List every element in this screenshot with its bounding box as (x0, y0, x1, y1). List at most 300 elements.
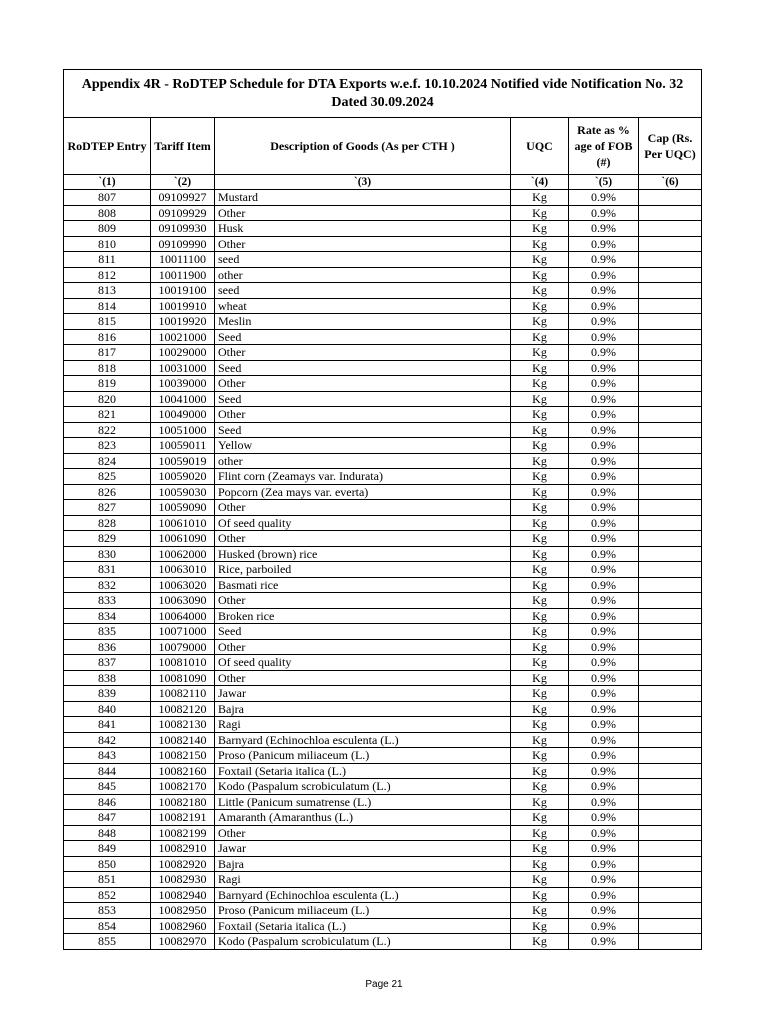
cell-uqc: Kg (511, 918, 569, 934)
cell-uqc: Kg (511, 732, 569, 748)
table-row (64, 779, 702, 795)
cell-rate: 0.9% (569, 376, 639, 392)
cell-tariff-item: 10049000 (151, 407, 215, 423)
table-row (64, 593, 702, 609)
cell-description: Other (215, 593, 511, 609)
cell-description: Seed (215, 360, 511, 376)
cell-tariff-item: 10019910 (151, 298, 215, 314)
cell-cap (639, 391, 702, 407)
col-number: `(1) (64, 175, 151, 190)
cell-uqc: Kg (511, 639, 569, 655)
cell-cap (639, 794, 702, 810)
table-row (64, 918, 702, 934)
cell-cap (639, 515, 702, 531)
cell-description: Jawar (215, 841, 511, 857)
cell-rate: 0.9% (569, 934, 639, 950)
cell-rate: 0.9% (569, 562, 639, 578)
cell-rate: 0.9% (569, 500, 639, 516)
cell-description: Foxtail (Setaria italica (L.) (215, 918, 511, 934)
cell-description: wheat (215, 298, 511, 314)
cell-uqc: Kg (511, 531, 569, 547)
cell-uqc: Kg (511, 236, 569, 252)
cell-tariff-item: 10079000 (151, 639, 215, 655)
cell-uqc: Kg (511, 329, 569, 345)
cell-description: Seed (215, 624, 511, 640)
cell-description: Little (Panicum sumatrense (L.) (215, 794, 511, 810)
cell-cap (639, 500, 702, 516)
cell-uqc: Kg (511, 903, 569, 919)
cell-uqc: Kg (511, 701, 569, 717)
table-row (64, 748, 702, 764)
cell-cap (639, 190, 702, 206)
cell-description: Mustard (215, 190, 511, 206)
cell-rate: 0.9% (569, 283, 639, 299)
cell-rate: 0.9% (569, 872, 639, 888)
cell-rate: 0.9% (569, 438, 639, 454)
cell-entry: 814 (64, 298, 151, 314)
cell-tariff-item: 10021000 (151, 329, 215, 345)
cell-entry: 842 (64, 732, 151, 748)
cell-tariff-item: 10082910 (151, 841, 215, 857)
table-row (64, 438, 702, 454)
cell-entry: 810 (64, 236, 151, 252)
cell-tariff-item: 10082180 (151, 794, 215, 810)
cell-rate: 0.9% (569, 314, 639, 330)
cell-tariff-item: 10082191 (151, 810, 215, 826)
table-row (64, 856, 702, 872)
col-header-tariff: Tariff Item (151, 118, 215, 175)
cell-entry: 849 (64, 841, 151, 857)
cell-uqc: Kg (511, 267, 569, 283)
cell-entry: 817 (64, 345, 151, 361)
cell-uqc: Kg (511, 205, 569, 221)
table-row (64, 577, 702, 593)
cell-description: Other (215, 345, 511, 361)
cell-tariff-item: 10082130 (151, 717, 215, 733)
cell-tariff-item: 09109929 (151, 205, 215, 221)
cell-description: Proso (Panicum miliaceum (L.) (215, 748, 511, 764)
cell-tariff-item: 10051000 (151, 422, 215, 438)
cell-entry: 825 (64, 469, 151, 485)
cell-description: other (215, 453, 511, 469)
cell-entry: 818 (64, 360, 151, 376)
cell-entry: 833 (64, 593, 151, 609)
cell-cap (639, 298, 702, 314)
cell-cap (639, 670, 702, 686)
cell-entry: 838 (64, 670, 151, 686)
col-number: `(3) (215, 175, 511, 190)
table-row (64, 391, 702, 407)
cell-description: Kodo (Paspalum scrobiculatum (L.) (215, 779, 511, 795)
cell-entry: 852 (64, 887, 151, 903)
cell-tariff-item: 10059090 (151, 500, 215, 516)
cell-description: Seed (215, 422, 511, 438)
cell-uqc: Kg (511, 934, 569, 950)
table-row (64, 221, 702, 237)
table-row (64, 345, 702, 361)
cell-entry: 827 (64, 500, 151, 516)
cell-rate: 0.9% (569, 577, 639, 593)
table-row (64, 236, 702, 252)
cell-tariff-item: 10082150 (151, 748, 215, 764)
cell-tariff-item: 10081090 (151, 670, 215, 686)
cell-entry: 843 (64, 748, 151, 764)
cell-entry: 837 (64, 655, 151, 671)
cell-tariff-item: 10061010 (151, 515, 215, 531)
cell-description: Meslin (215, 314, 511, 330)
table-row (64, 670, 702, 686)
cell-tariff-item: 10059020 (151, 469, 215, 485)
cell-description: Husk (215, 221, 511, 237)
cell-rate: 0.9% (569, 670, 639, 686)
cell-cap (639, 655, 702, 671)
cell-cap (639, 903, 702, 919)
cell-tariff-item: 10063020 (151, 577, 215, 593)
cell-description: Other (215, 531, 511, 547)
cell-rate: 0.9% (569, 329, 639, 345)
cell-cap (639, 593, 702, 609)
col-header-uqc: UQC (511, 118, 569, 175)
cell-uqc: Kg (511, 360, 569, 376)
cell-tariff-item: 10011900 (151, 267, 215, 283)
cell-uqc: Kg (511, 686, 569, 702)
cell-cap (639, 422, 702, 438)
cell-entry: 835 (64, 624, 151, 640)
cell-cap (639, 314, 702, 330)
cell-cap (639, 887, 702, 903)
cell-description: Other (215, 376, 511, 392)
cell-uqc: Kg (511, 453, 569, 469)
cell-uqc: Kg (511, 825, 569, 841)
cell-uqc: Kg (511, 717, 569, 733)
table-row (64, 763, 702, 779)
cell-rate: 0.9% (569, 701, 639, 717)
cell-uqc: Kg (511, 283, 569, 299)
cell-cap (639, 236, 702, 252)
cell-uqc: Kg (511, 345, 569, 361)
cell-rate: 0.9% (569, 391, 639, 407)
cell-tariff-item: 10082120 (151, 701, 215, 717)
cell-description: Popcorn (Zea mays var. everta) (215, 484, 511, 500)
cell-entry: 840 (64, 701, 151, 717)
cell-rate: 0.9% (569, 918, 639, 934)
cell-rate: 0.9% (569, 810, 639, 826)
cell-entry: 848 (64, 825, 151, 841)
cell-description: Jawar (215, 686, 511, 702)
table-row (64, 794, 702, 810)
table-row (64, 484, 702, 500)
cell-entry: 823 (64, 438, 151, 454)
table-row (64, 267, 702, 283)
cell-rate: 0.9% (569, 608, 639, 624)
cell-cap (639, 205, 702, 221)
cell-uqc: Kg (511, 438, 569, 454)
cell-tariff-item: 10059011 (151, 438, 215, 454)
cell-rate: 0.9% (569, 841, 639, 857)
cell-tariff-item: 10082110 (151, 686, 215, 702)
cell-cap (639, 469, 702, 485)
table-row (64, 546, 702, 562)
table-row (64, 639, 702, 655)
cell-uqc: Kg (511, 593, 569, 609)
cell-description: seed (215, 252, 511, 268)
cell-tariff-item: 10039000 (151, 376, 215, 392)
cell-uqc: Kg (511, 794, 569, 810)
table-row (64, 934, 702, 950)
cell-cap (639, 608, 702, 624)
cell-entry: 834 (64, 608, 151, 624)
cell-tariff-item: 10071000 (151, 624, 215, 640)
cell-rate: 0.9% (569, 779, 639, 795)
cell-rate: 0.9% (569, 732, 639, 748)
table-row (64, 298, 702, 314)
cell-uqc: Kg (511, 608, 569, 624)
cell-description: Other (215, 670, 511, 686)
cell-uqc: Kg (511, 422, 569, 438)
cell-entry: 844 (64, 763, 151, 779)
cell-description: Basmati rice (215, 577, 511, 593)
cell-rate: 0.9% (569, 624, 639, 640)
cell-cap (639, 453, 702, 469)
cell-cap (639, 918, 702, 934)
cell-description: Seed (215, 329, 511, 345)
table-row (64, 701, 702, 717)
cell-entry: 846 (64, 794, 151, 810)
col-number: `(5) (569, 175, 639, 190)
cell-uqc: Kg (511, 252, 569, 268)
cell-entry: 836 (64, 639, 151, 655)
cell-cap (639, 329, 702, 345)
cell-uqc: Kg (511, 748, 569, 764)
col-number: `(2) (151, 175, 215, 190)
cell-uqc: Kg (511, 500, 569, 516)
cell-uqc: Kg (511, 407, 569, 423)
cell-description: Seed (215, 391, 511, 407)
table-row (64, 686, 702, 702)
cell-cap (639, 872, 702, 888)
cell-tariff-item: 10063010 (151, 562, 215, 578)
page-number: Page 21 (365, 979, 403, 990)
rodtep-schedule-table (63, 69, 702, 950)
cell-description: Bajra (215, 701, 511, 717)
cell-cap (639, 856, 702, 872)
cell-uqc: Kg (511, 562, 569, 578)
cell-entry: 851 (64, 872, 151, 888)
table-row (64, 887, 702, 903)
cell-rate: 0.9% (569, 887, 639, 903)
cell-uqc: Kg (511, 841, 569, 857)
cell-cap (639, 345, 702, 361)
cell-tariff-item: 10082140 (151, 732, 215, 748)
cell-rate: 0.9% (569, 903, 639, 919)
cell-cap (639, 221, 702, 237)
table-row (64, 825, 702, 841)
cell-uqc: Kg (511, 298, 569, 314)
table-row (64, 903, 702, 919)
table-row (64, 624, 702, 640)
table-row (64, 190, 702, 206)
cell-rate: 0.9% (569, 717, 639, 733)
cell-cap (639, 686, 702, 702)
cell-tariff-item: 10082940 (151, 887, 215, 903)
table-row (64, 500, 702, 516)
cell-rate: 0.9% (569, 345, 639, 361)
cell-rate: 0.9% (569, 298, 639, 314)
cell-uqc: Kg (511, 763, 569, 779)
cell-uqc: Kg (511, 670, 569, 686)
cell-description: Foxtail (Setaria italica (L.) (215, 763, 511, 779)
cell-cap (639, 717, 702, 733)
cell-description: Broken rice (215, 608, 511, 624)
cell-uqc: Kg (511, 810, 569, 826)
cell-entry: 816 (64, 329, 151, 345)
cell-cap (639, 748, 702, 764)
table-row (64, 872, 702, 888)
cell-tariff-item: 10064000 (151, 608, 215, 624)
cell-description: Of seed quality (215, 655, 511, 671)
cell-entry: 841 (64, 717, 151, 733)
cell-cap (639, 407, 702, 423)
cell-uqc: Kg (511, 221, 569, 237)
cell-cap (639, 825, 702, 841)
cell-tariff-item: 10059019 (151, 453, 215, 469)
cell-description: Bajra (215, 856, 511, 872)
cell-entry: 821 (64, 407, 151, 423)
cell-tariff-item: 09109927 (151, 190, 215, 206)
table-row (64, 717, 702, 733)
cell-uqc: Kg (511, 872, 569, 888)
col-header-description: Description of Goods (As per CTH ) (215, 118, 511, 175)
cell-cap (639, 841, 702, 857)
cell-rate: 0.9% (569, 748, 639, 764)
table-row (64, 252, 702, 268)
cell-entry: 808 (64, 205, 151, 221)
cell-tariff-item: 10082199 (151, 825, 215, 841)
cell-uqc: Kg (511, 190, 569, 206)
cell-entry: 828 (64, 515, 151, 531)
table-row (64, 810, 702, 826)
cell-description: Other (215, 205, 511, 221)
cell-uqc: Kg (511, 515, 569, 531)
cell-tariff-item: 10029000 (151, 345, 215, 361)
cell-rate: 0.9% (569, 531, 639, 547)
cell-tariff-item: 10081010 (151, 655, 215, 671)
cell-rate: 0.9% (569, 236, 639, 252)
cell-rate: 0.9% (569, 453, 639, 469)
cell-rate: 0.9% (569, 407, 639, 423)
cell-cap (639, 546, 702, 562)
table-row (64, 205, 702, 221)
table-row (64, 655, 702, 671)
cell-tariff-item: 10011100 (151, 252, 215, 268)
cell-cap (639, 624, 702, 640)
cell-entry: 826 (64, 484, 151, 500)
cell-uqc: Kg (511, 376, 569, 392)
cell-entry: 815 (64, 314, 151, 330)
cell-rate: 0.9% (569, 469, 639, 485)
cell-entry: 850 (64, 856, 151, 872)
cell-tariff-item: 10082920 (151, 856, 215, 872)
cell-entry: 820 (64, 391, 151, 407)
table-row (64, 283, 702, 299)
cell-rate: 0.9% (569, 593, 639, 609)
cell-cap (639, 531, 702, 547)
cell-cap (639, 732, 702, 748)
cell-entry: 809 (64, 221, 151, 237)
cell-tariff-item: 10041000 (151, 391, 215, 407)
cell-rate: 0.9% (569, 655, 639, 671)
cell-cap (639, 267, 702, 283)
cell-cap (639, 810, 702, 826)
cell-tariff-item: 10019100 (151, 283, 215, 299)
cell-rate: 0.9% (569, 794, 639, 810)
table-row (64, 453, 702, 469)
cell-rate: 0.9% (569, 190, 639, 206)
cell-rate: 0.9% (569, 825, 639, 841)
col-number: `(6) (639, 175, 702, 190)
column-number-row (64, 175, 702, 190)
cell-rate: 0.9% (569, 422, 639, 438)
cell-rate: 0.9% (569, 252, 639, 268)
cell-tariff-item: 10082950 (151, 903, 215, 919)
cell-description: Ragi (215, 717, 511, 733)
table-row (64, 407, 702, 423)
cell-rate: 0.9% (569, 484, 639, 500)
table-row (64, 531, 702, 547)
cell-description: Rice, parboiled (215, 562, 511, 578)
cell-uqc: Kg (511, 655, 569, 671)
table-row (64, 732, 702, 748)
cell-cap (639, 763, 702, 779)
cell-uqc: Kg (511, 779, 569, 795)
cell-tariff-item: 10031000 (151, 360, 215, 376)
cell-uqc: Kg (511, 887, 569, 903)
cell-tariff-item: 10082960 (151, 918, 215, 934)
cell-rate: 0.9% (569, 639, 639, 655)
cell-rate: 0.9% (569, 686, 639, 702)
cell-cap (639, 562, 702, 578)
cell-tariff-item: 10019920 (151, 314, 215, 330)
cell-uqc: Kg (511, 856, 569, 872)
cell-entry: 839 (64, 686, 151, 702)
column-header-row (64, 118, 702, 175)
cell-description: Flint corn (Zeamays var. Indurata) (215, 469, 511, 485)
cell-rate: 0.9% (569, 205, 639, 221)
cell-tariff-item: 10063090 (151, 593, 215, 609)
cell-description: Amaranth (Amaranthus (L.) (215, 810, 511, 826)
cell-cap (639, 283, 702, 299)
cell-description: Other (215, 236, 511, 252)
cell-cap (639, 376, 702, 392)
cell-rate: 0.9% (569, 360, 639, 376)
table-row (64, 608, 702, 624)
cell-uqc: Kg (511, 624, 569, 640)
cell-rate: 0.9% (569, 515, 639, 531)
cell-rate: 0.9% (569, 267, 639, 283)
document-title: Appendix 4R - RoDTEP Schedule for DTA Exports w.e.f. 10.10.2024 Notified vide Notification No. 32 Dated 30.09.2024 (64, 70, 702, 118)
col-header-cap: Cap (Rs. Per UQC) (639, 118, 702, 175)
table-row (64, 422, 702, 438)
cell-entry: 832 (64, 577, 151, 593)
cell-description: Other (215, 407, 511, 423)
cell-entry: 847 (64, 810, 151, 826)
cell-entry: 855 (64, 934, 151, 950)
cell-uqc: Kg (511, 546, 569, 562)
cell-cap (639, 934, 702, 950)
cell-description: Other (215, 639, 511, 655)
table-row (64, 515, 702, 531)
cell-entry: 811 (64, 252, 151, 268)
